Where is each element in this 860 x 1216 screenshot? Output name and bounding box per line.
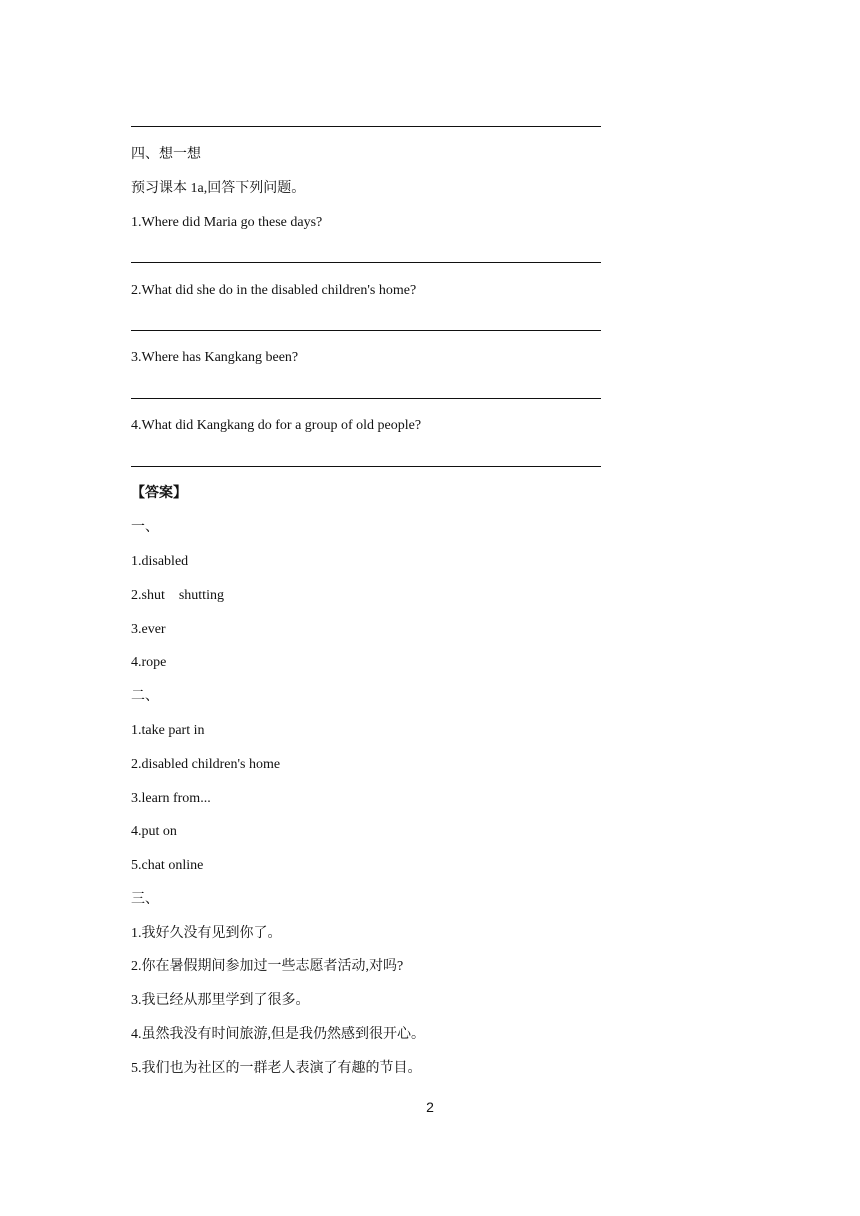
answer-line xyxy=(131,398,601,399)
answer-item: 1.take part in xyxy=(131,723,205,738)
answer-item: 4.put on xyxy=(131,824,177,839)
answer-item: 5.chat online xyxy=(131,858,204,873)
answer-part-label: 一、 xyxy=(131,520,159,535)
answer-item: 2.你在暑假期间参加过一些志愿者活动,对吗? xyxy=(131,959,404,974)
answer-line xyxy=(131,330,601,331)
answer-item: 1.disabled xyxy=(131,554,189,569)
answer-line xyxy=(131,126,601,127)
answer-part-label: 二、 xyxy=(131,689,159,704)
answer-item: 5.我们也为社区的一群老人表演了有趣的节目。 xyxy=(131,1061,422,1076)
answer-item: 4.虽然我没有时间旅游,但是我仍然感到很开心。 xyxy=(131,1027,425,1042)
question-4: 4.What did Kangkang do for a group of old people? xyxy=(131,418,422,433)
answer-item: 3.我已经从那里学到了很多。 xyxy=(131,993,310,1008)
answer-line xyxy=(131,262,601,263)
section-instruction: 预习课本 1a,回答下列问题。 xyxy=(131,181,306,196)
answer-part-label: 三、 xyxy=(131,892,159,907)
answer-item: 3.learn from... xyxy=(131,791,211,806)
answer-line xyxy=(131,466,601,467)
answer-item: 2.disabled children's home xyxy=(131,757,281,772)
answers-heading: 【答案】 xyxy=(131,486,187,501)
answer-item: 4.rope xyxy=(131,655,167,670)
question-2: 2.What did she do in the disabled children's home? xyxy=(131,283,417,298)
answer-item: 2.shut shutting xyxy=(131,588,224,603)
question-1: 1.Where did Maria go these days? xyxy=(131,215,323,230)
question-3: 3.Where has Kangkang been? xyxy=(131,350,299,365)
section-heading: 四、想一想 xyxy=(131,147,201,162)
answer-item: 3.ever xyxy=(131,622,166,637)
answer-item: 1.我好久没有见到你了。 xyxy=(131,926,282,941)
page-number: 2 xyxy=(426,1099,434,1115)
